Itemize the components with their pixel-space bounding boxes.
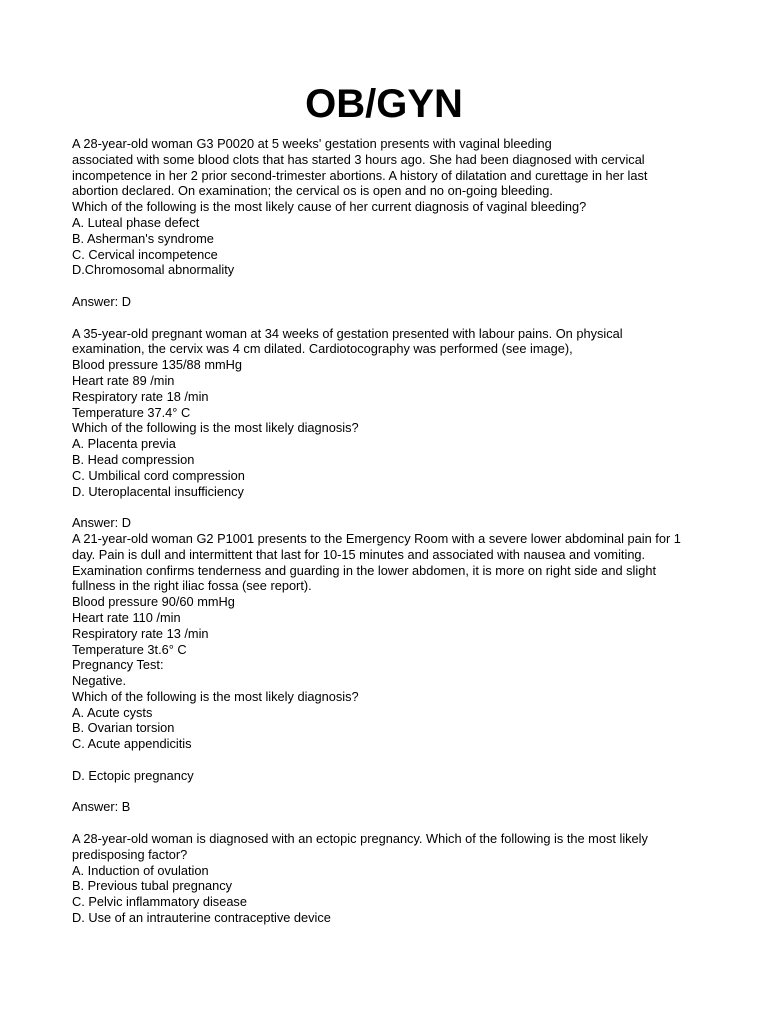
blank-line bbox=[72, 815, 696, 831]
text-line: examination, the cervix was 4 cm dilated. Cardiotocography was performed (see image), bbox=[72, 341, 573, 357]
text-line: associated with some blood clots that has started 3 hours ago. She had been diagnosed with cervical bbox=[72, 151, 645, 167]
text-line: D. Ectopic pregnancy bbox=[72, 767, 194, 783]
text-line: Which of the following is the most likely diagnosis? bbox=[72, 688, 359, 704]
blank-line bbox=[72, 752, 696, 768]
blank-line bbox=[72, 784, 696, 800]
text-line: A. Placenta previa bbox=[72, 436, 176, 452]
text-line: D. Use of an intrauterine contraceptive device bbox=[72, 910, 331, 926]
text-line: A. Luteal phase defect bbox=[72, 214, 200, 230]
text-line: incompetence in her 2 prior second-trimester abortions. A history of dilatation and curettage in her last bbox=[72, 167, 648, 183]
text-line: A. Acute cysts bbox=[72, 704, 153, 720]
text-line: Answer: D bbox=[72, 293, 132, 309]
text-line: B. Asherman's syndrome bbox=[72, 230, 214, 246]
text-line: Blood pressure 90/60 mmHg bbox=[72, 594, 235, 610]
text-line: C. Cervical incompetence bbox=[72, 246, 218, 262]
text-line: predisposing factor? bbox=[72, 846, 188, 862]
text-line: A 21-year-old woman G2 P1001 presents to the Emergency Room with a severe lower abdominal pain for 1 bbox=[72, 530, 681, 546]
text-line: A 35-year-old pregnant woman at 34 weeks of gestation presented with labour pains. On physical bbox=[72, 325, 623, 341]
text-line: Temperature 37.4° C bbox=[72, 404, 191, 420]
text-line: Respiratory rate 13 /min bbox=[72, 625, 209, 641]
text-line: Respiratory rate 18 /min bbox=[72, 388, 209, 404]
text-line: Answer: D bbox=[72, 515, 132, 531]
text-line: B. Ovarian torsion bbox=[72, 720, 175, 736]
text-line: A 28-year-old woman is diagnosed with an ectopic pregnancy. Which of the following is the most likely bbox=[72, 831, 648, 847]
text-line: Which of the following is the most likely cause of her current diagnosis of vaginal bleeding? bbox=[72, 199, 587, 215]
text-line: Heart rate 110 /min bbox=[72, 609, 181, 625]
text-line: B. Previous tubal pregnancy bbox=[72, 878, 233, 894]
blank-line bbox=[72, 310, 696, 326]
text-line: Examination confirms tenderness and guarding in the lower abdomen, it is more on right side and slight bbox=[72, 562, 657, 578]
text-line: Temperature 3t.6° C bbox=[72, 641, 187, 657]
page-title: OB/GYN bbox=[305, 82, 463, 126]
text-line: A. Induction of ovulation bbox=[72, 862, 209, 878]
text-line: Which of the following is the most likely diagnosis? bbox=[72, 420, 359, 436]
text-line: D.Chromosomal abnormality bbox=[72, 262, 235, 278]
text-line: C. Umbilical cord compression bbox=[72, 467, 245, 483]
text-line: C. Acute appendicitis bbox=[72, 736, 192, 752]
text-line: A 28-year-old woman G3 P0020 at 5 weeks' gestation presents with vaginal bleeding bbox=[72, 136, 552, 151]
text-line: Pregnancy Test: bbox=[72, 657, 164, 673]
blank-line bbox=[72, 278, 696, 294]
text-line: Blood pressure 135/88 mmHg bbox=[72, 357, 243, 373]
text-line: B. Head compression bbox=[72, 451, 195, 467]
blank-line bbox=[72, 499, 696, 515]
document-body bbox=[72, 136, 696, 926]
text-line: Answer: B bbox=[72, 799, 131, 815]
text-line: fullness in the right iliac fossa (see report). bbox=[72, 578, 312, 594]
text-line: D. Uteroplacental insufficiency bbox=[72, 483, 244, 499]
text-line: Heart rate 89 /min bbox=[72, 372, 175, 388]
text-line: day. Pain is dull and intermittent that last for 10-15 minutes and associated with nausea and vomiting. bbox=[72, 546, 646, 562]
text-line: Negative. bbox=[72, 673, 127, 689]
text-line: C. Pelvic inflammatory disease bbox=[72, 894, 247, 910]
text-line: abortion declared. On examination; the cervical os is open and no on-going bleeding. bbox=[72, 183, 553, 199]
